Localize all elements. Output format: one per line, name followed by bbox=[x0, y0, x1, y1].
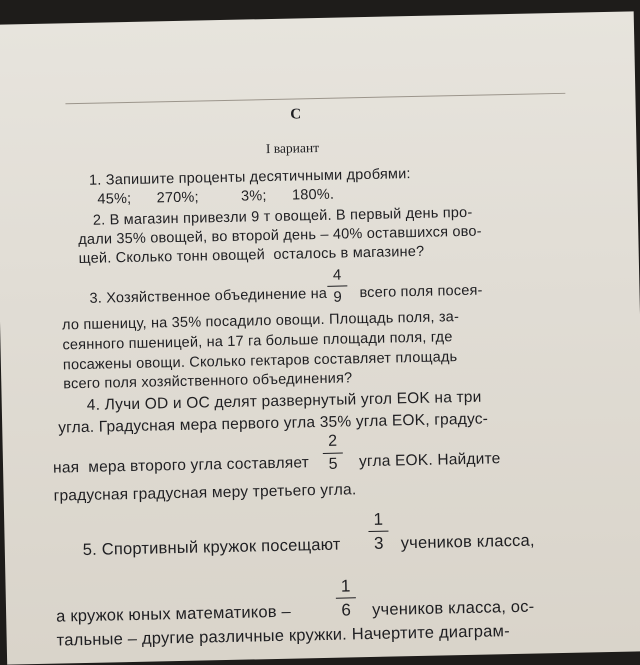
fraction-bar bbox=[323, 453, 343, 455]
section-letter: C bbox=[290, 106, 302, 123]
task3-fraction bbox=[325, 267, 350, 305]
task5-line1-end: учеников класса, bbox=[400, 531, 535, 553]
task3-line3: сеянного пшеницей, на 17 га больше площади поля, где bbox=[62, 329, 453, 354]
fraction-bar bbox=[336, 597, 356, 599]
task3-fraction-numerator: 4 bbox=[332, 266, 342, 284]
task2-line1: 2. В магазин привезли 9 т овощей. В первый день про- bbox=[92, 204, 473, 229]
task5-fraction1-denominator: 3 bbox=[373, 534, 384, 554]
task4-line3-start: ная мера второго угла составляет bbox=[52, 454, 310, 477]
task3-line1-start: 3. Хозяйственное объединение на bbox=[89, 285, 328, 307]
task1-line1: 1. Запишите проценты десятичными дробями: bbox=[88, 166, 411, 189]
task5-line2-start: а кружок юных математиков – bbox=[56, 602, 292, 626]
task4-fraction bbox=[320, 434, 345, 474]
worksheet-page bbox=[0, 11, 640, 664]
task3-line4: посажены овощи. Сколько гектаров составляет площадь bbox=[62, 349, 458, 374]
task2-line3: щей. Сколько тонн овощей осталось в магазине? bbox=[78, 243, 425, 268]
task3-fraction-denominator: 9 bbox=[333, 288, 342, 307]
task5-fraction2-numerator: 1 bbox=[340, 576, 351, 596]
task3-line2: ло пшеницу, на 35% посадило овощи. Площадь поля, за- bbox=[61, 309, 460, 334]
task4-line4: градусная градусная меру третьего угла. bbox=[53, 481, 357, 505]
task5-line1-start: 5. Спортивный кружок посещают bbox=[82, 535, 341, 560]
task5-fraction1-numerator: 1 bbox=[373, 509, 384, 529]
task5-line2-end: учеников класса, ос- bbox=[371, 597, 535, 619]
variant-title: I вариант bbox=[265, 139, 320, 157]
task5-line3: тальные – другие различные кружки. Начертите диаграм- bbox=[56, 622, 510, 650]
fraction-bar bbox=[368, 531, 388, 533]
fraction-bar bbox=[327, 285, 347, 287]
task1-line2: 45%; 270%; 3%; 180%. bbox=[97, 186, 335, 208]
task3-line1-end: всего поля посея- bbox=[359, 282, 483, 302]
task3-line5: всего поля хозяйственного объединения? bbox=[63, 370, 353, 393]
task4-line2: угла. Градусная мера первого угла 35% угла EOK, градус- bbox=[58, 410, 489, 437]
task4-line3-end: угла EOK. Найдите bbox=[358, 450, 501, 471]
task5-fraction2-denominator: 6 bbox=[341, 600, 352, 620]
task4-line1: 4. Лучи OD и OC делят развернутый угол EOK на три bbox=[86, 388, 482, 414]
task5-fraction-2 bbox=[333, 577, 358, 619]
task4-fraction-numerator: 2 bbox=[327, 432, 338, 450]
task4-fraction-denominator: 5 bbox=[328, 455, 338, 474]
task2-line2: дали 35% овощей, во второй день – 40% оставшихся ово- bbox=[78, 223, 482, 249]
task5-fraction-1 bbox=[366, 511, 391, 553]
